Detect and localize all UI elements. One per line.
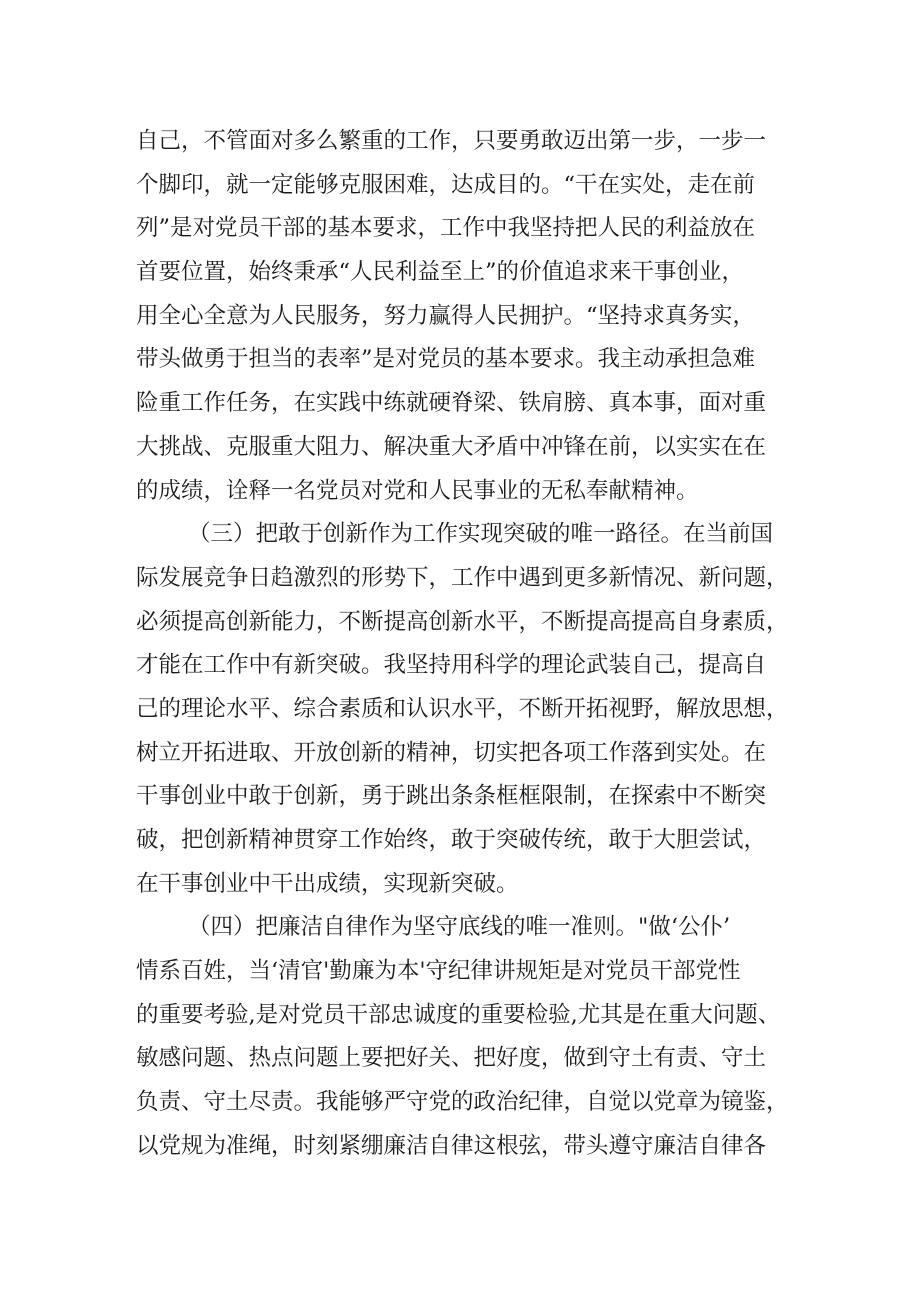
text-line: 自己，不管面对多么繁重的工作，只要勇敢迈出第一步，一步一 xyxy=(136,128,767,154)
text-line: 破，把创新精神贯穿工作始终，敢于突破传统，敢于大胆尝试， xyxy=(136,827,767,853)
text-line: 必须提高创新能力，不断提高创新水平，不断提高提高自身素质， xyxy=(136,608,789,635)
text-line: 带头做勇于担当的表率”是对党员的基本要求。我主动承担急难 xyxy=(136,346,756,373)
text-line: 的成绩，诠释一名党员对党和人民事业的无私奉献精神。 xyxy=(136,477,699,504)
text-line: 才能在工作中有新突破。我坚持用科学的理论武装自己，提高自 xyxy=(136,652,767,679)
text-line: 树立开拓进取、开放创新的精神，切实把各项工作落到实处。在 xyxy=(136,739,767,766)
text-line: 大挑战、克服重大阻力、解决重大矛盾中冲锋在前，以实实在在 xyxy=(136,433,767,460)
section-heading-line: （三）把敢于创新作为工作实现突破的唯一路径。在当前国 xyxy=(188,521,774,548)
text-line: 以党规为准绳，时刻紧绷廉洁自律这根弦，带头遵守廉洁自律各 xyxy=(136,1132,767,1159)
text-line: 用全心全意为人民服务，努力赢得人民拥护。“坚持求真务实， xyxy=(136,302,756,329)
text-line: 敏感问题、热点问题上要把好关、把好度，做到守土有责、守土 xyxy=(136,1045,767,1072)
text-line: 险重工作任务，在实践中练就硬脊梁、铁肩膀、真本事，面对重 xyxy=(136,390,767,417)
text-line: 在干事创业中干出成绩，实现新突破。 xyxy=(136,870,519,897)
section-heading-line: （四）把廉洁自律作为坚守底线的唯一准则。"做‘公仆’ xyxy=(188,914,731,941)
text-line: 首要位置，始终秉承“人民利益至上”的价值追求来干事创业， xyxy=(136,259,745,286)
text-line: 际发展竞争日趋激烈的形势下，工作中遇到更多新情况、新问题， xyxy=(136,564,789,591)
text-line: 负责、守土尽责。我能够严守党的政治纪律，自觉以党章为镜鉴， xyxy=(136,1089,789,1116)
text-line: 干事创业中敢于创新，勇于跳出条条框框限制，在探索中不断突 xyxy=(136,783,767,810)
text-line: 己的理论水平、综合素质和认识水平，不断开拓视野，解放思想， xyxy=(136,695,789,722)
text-line: 情系百姓，当‘清官'勤廉为本'守纪律讲规矩是对党员干部党性 xyxy=(136,958,741,985)
text-line: 列”是对党员干部的基本要求，工作中我坚持把人民的利益放在 xyxy=(136,215,756,242)
text-line: 的重要考验,是对党员干部忠诚度的重要检验,尤其是在重大问题、 xyxy=(136,1001,781,1028)
body-text xyxy=(136,120,796,1169)
text-line: 个脚印，就一定能够克服困难，达成目的。“干在实处，走在前 xyxy=(136,171,756,198)
